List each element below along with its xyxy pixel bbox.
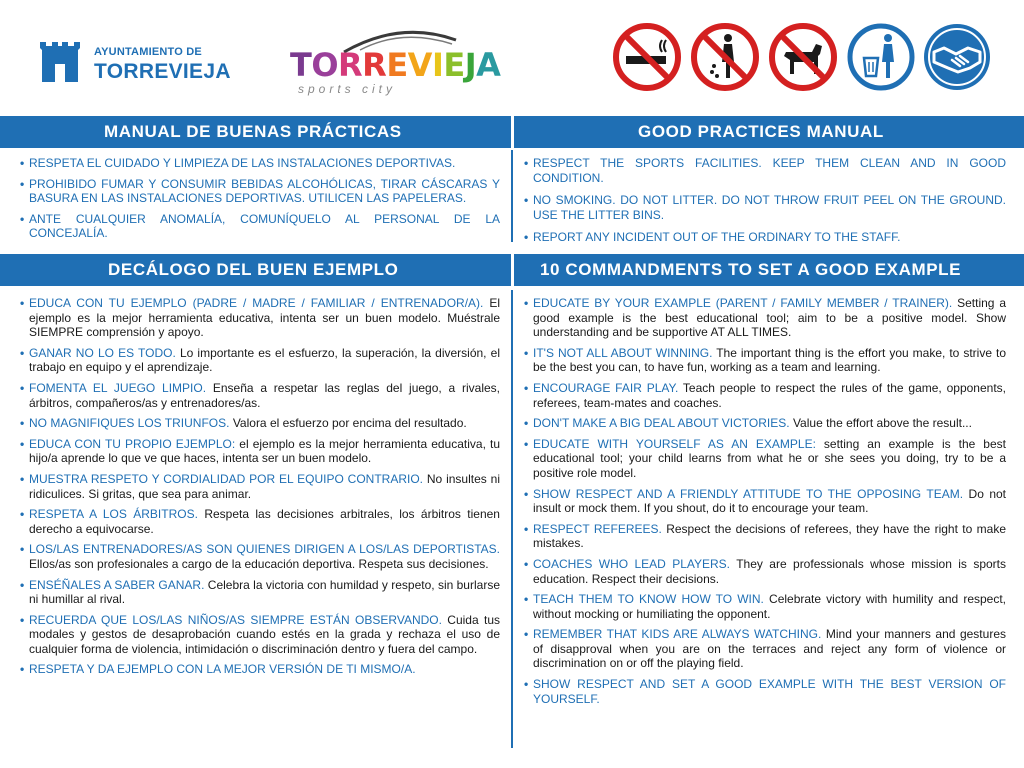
no-littering-icon bbox=[690, 22, 760, 92]
brand-tagline: sports city bbox=[298, 82, 397, 96]
list-item: • DON'T MAKE A BIG DEAL ABOUT VICTORIES. Value the effort above the result... bbox=[524, 416, 1006, 431]
bar-divider bbox=[511, 254, 514, 286]
section-bar-decalogo bbox=[0, 254, 1024, 286]
title-good-practices-manual: GOOD PRACTICES MANUAL bbox=[638, 122, 884, 141]
brand-word: TORREVIEJA bbox=[290, 46, 501, 84]
list-item: • EDUCA CON TU EJEMPLO (PADRE / MADRE / FAMILIAR / ENTRENADOR/A). El ejemplo es la mejor herramienta educativa, intenta ser un buen modelo. Muéstrale SIEMPRE comprensión y apoyo. bbox=[20, 296, 500, 340]
list-item: • ANTE CUALQUIER ANOMALÍA, COMUNÍQUELO AL PERSONAL DE LA CONCEJALÍA. bbox=[20, 212, 500, 241]
list-item: • NO SMOKING. DO NOT LITTER. DO NOT THROW FRUIT PEEL ON THE GROUND. USE THE LITTER BINS. bbox=[524, 193, 1006, 222]
list-item: • SHOW RESPECT AND SET A GOOD EXAMPLE WITH THE BEST VERSION OF YOURSELF. bbox=[524, 677, 1006, 706]
list-item: • FOMENTA EL JUEGO LIMPIO. Enseña a respetar las reglas del juego, a rivales, árbitros, compañeros/as y entrenadores/as. bbox=[20, 381, 500, 410]
no-smoking-icon bbox=[612, 22, 682, 92]
no-dogs-icon bbox=[768, 22, 838, 92]
list-item: • NO MAGNIFIQUES LOS TRIUNFOS. Valora el esfuerzo por encima del resultado. bbox=[20, 416, 500, 431]
rules-signs bbox=[612, 22, 992, 96]
list-item: • RESPETA Y DA EJEMPLO CON LA MEJOR VERSIÓN DE TI MISMO/A. bbox=[20, 662, 500, 677]
list-item: • TEACH THEM TO KNOW HOW TO WIN. Celebrate victory with humility and respect, without mocking or humiliating the opponent. bbox=[524, 592, 1006, 621]
list-item: • ENSÉÑALES A SABER GANAR. Celebra la victoria con humildad y respeto, sin burlarse ni humillar al rival. bbox=[20, 578, 500, 607]
list-item: • SHOW RESPECT AND A FRIENDLY ATTITUDE TO THE OPPOSING TEAM. Do not insult or mock them. If you shout, do it to encourage your team. bbox=[524, 487, 1006, 516]
list-item: • EDUCA CON TU PROPIO EJEMPLO: el ejemplo es la mejor herramienta educativa, tu hijo/a aprende lo que ve que haces, intenta ser un buen modelo. bbox=[20, 437, 500, 466]
title-manual-buenas-practicas: MANUAL DE BUENAS PRÁCTICAS bbox=[104, 122, 402, 141]
list-item: • ENCOURAGE FAIR PLAY. Teach people to respect the rules of the game, opponents, referees, team-mates and coaches. bbox=[524, 381, 1006, 410]
ayuntamiento-name: TORREVIEJA bbox=[94, 60, 231, 83]
list-item: • EDUCATE BY YOUR EXAMPLE (PARENT / FAMILY MEMBER / TRAINER). Setting a good example is the best educational tool; aim to be a positive model. Show understanding and be supportive AT ALL TIMES. bbox=[524, 296, 1006, 340]
list-item: • GANAR NO LO ES TODO. Lo importante es el esfuerzo, la superación, la diversión, el trabajo en equipo y el aprendizaje. bbox=[20, 346, 500, 375]
list-item: • EDUCATE WITH YOURSELF AS AN EXAMPLE: setting an example is the best educational tool; your child learns from what he or she sees you doing, try to be a positive role model. bbox=[524, 437, 1006, 481]
column-divider-top bbox=[511, 150, 513, 242]
list-item: • MUESTRA RESPETO Y CORDIALIDAD POR EL EQUIPO CONTRARIO. No insultes ni ridiculices. Si gritas, que sea para animar. bbox=[20, 472, 500, 501]
title-decalogo: DECÁLOGO DEL BUEN EJEMPLO bbox=[108, 260, 399, 279]
header bbox=[0, 0, 1024, 112]
title-ten-commandments: 10 COMMANDMENTS TO SET A GOOD EXAMPLE bbox=[540, 260, 962, 279]
commandments-en bbox=[524, 296, 1006, 706]
list-item: • COACHES WHO LEAD PLAYERS. They are professionals whose mission is sports education. Respect their decisions. bbox=[524, 557, 1006, 586]
list-item: • RESPECT REFEREES. Respect the decisions of referees, they have the right to make mistakes. bbox=[524, 522, 1006, 551]
good-practices-en bbox=[524, 156, 1006, 245]
list-item: • PROHIBIDO FUMAR Y CONSUMIR BEBIDAS ALCOHÓLICAS, TIRAR CÁSCARAS Y BASURA EN LAS INSTALACIONES DEPORTIVAS. UTILICEN LAS PAPELERAS. bbox=[20, 177, 500, 206]
column-divider-bottom bbox=[511, 290, 513, 748]
use-bins-icon bbox=[846, 22, 916, 92]
list-item: • REMEMBER THAT KIDS ARE ALWAYS WATCHING. Mind your manners and gestures of disapproval when you are on the terraces and reject any form of violence or discrimination on or off the playing field. bbox=[524, 627, 1006, 671]
castle-icon bbox=[38, 38, 82, 86]
list-item: • RESPETA EL CUIDADO Y LIMPIEZA DE LAS INSTALACIONES DEPORTIVAS. bbox=[20, 156, 500, 171]
section-bar-good-practices bbox=[0, 116, 1024, 148]
list-item: • LOS/LAS ENTRENADORES/AS SON QUIENES DIRIGEN A LOS/LAS DEPORTISTAS. Ellos/as son profesionales a cargo de la educación deportiva. Respeta sus decisiones. bbox=[20, 542, 500, 571]
list-item: • RESPECT THE SPORTS FACILITIES. KEEP THEM CLEAN AND IN GOOD CONDITION. bbox=[524, 156, 1006, 185]
list-item: • REPORT ANY INCIDENT OUT OF THE ORDINARY TO THE STAFF. bbox=[524, 230, 1006, 245]
decalogo-es bbox=[20, 296, 500, 677]
bar-divider bbox=[511, 116, 514, 148]
ayuntamiento-label: AYUNTAMIENTO DE bbox=[94, 46, 202, 58]
handshake-icon bbox=[922, 22, 992, 92]
ayuntamiento-logo bbox=[38, 36, 238, 92]
torrevieja-sports-city-logo bbox=[290, 26, 501, 100]
good-practices-es bbox=[20, 156, 500, 241]
list-item: • IT'S NOT ALL ABOUT WINNING. The important thing is the effort you make, to strive to be the best you can, to have fun, working as a team and learning. bbox=[524, 346, 1006, 375]
list-item: • RECUERDA QUE LOS/LAS NIÑOS/AS SIEMPRE ESTÁN OBSERVANDO. Cuida tus modales y gestos de desaprobación cuando estés en la grada y rechaza el uso de cualquier forma de violencia, intimidación o discriminación dentro y fuera del campo. bbox=[20, 613, 500, 657]
list-item: • RESPETA A LOS ÁRBITROS. Respeta las decisiones arbitrales, los árbitros tienen derecho a equivocarse. bbox=[20, 507, 500, 536]
